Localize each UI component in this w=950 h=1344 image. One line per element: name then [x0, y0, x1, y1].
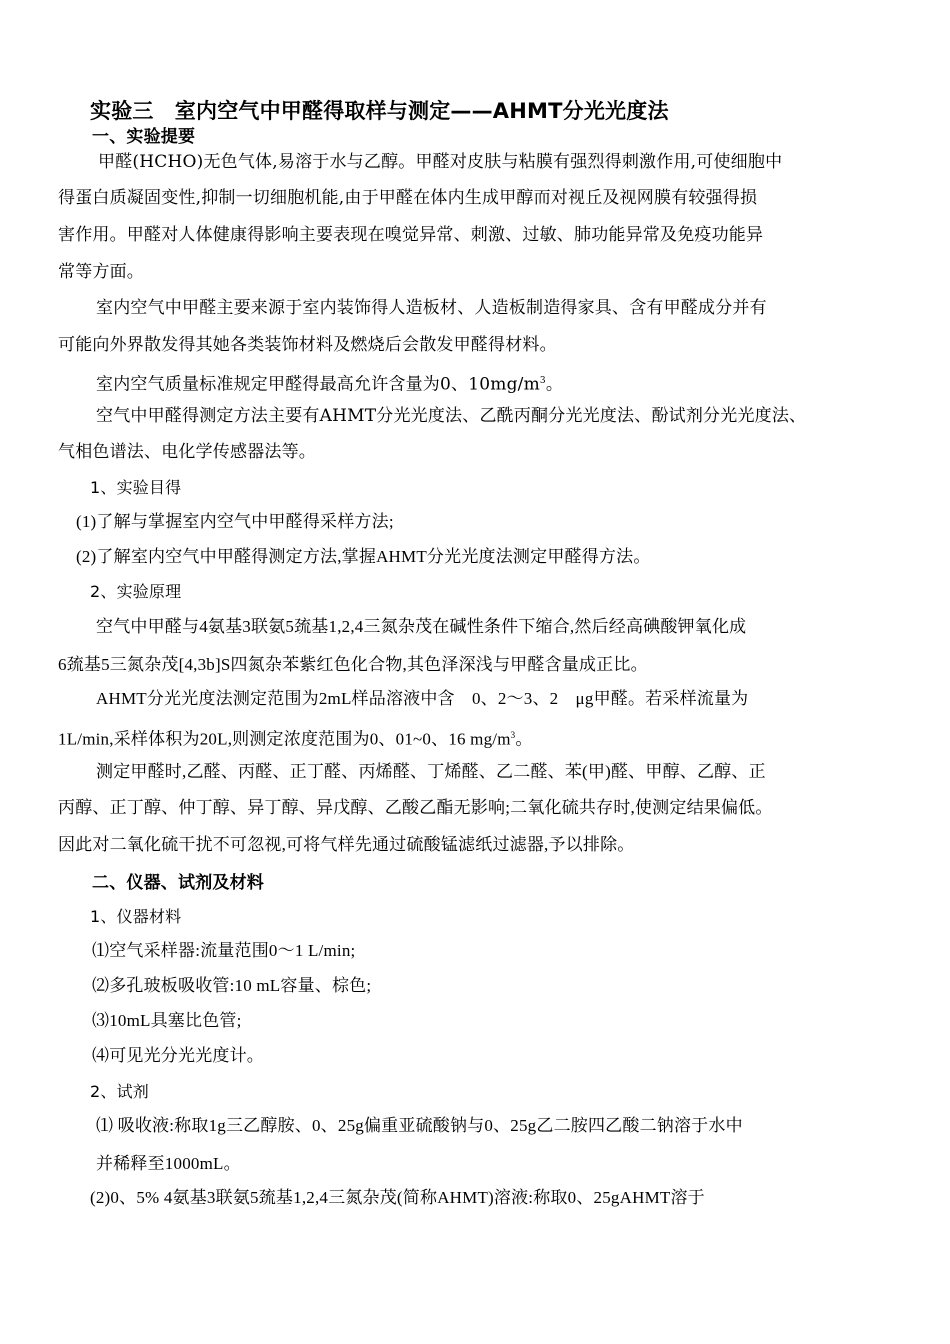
- section-heading-2: 二、仪器、试剂及材料: [92, 873, 264, 893]
- paragraph-line: 气相色谱法、电化学传感器法等。: [58, 442, 316, 462]
- paragraph-line: 丙醇、正丁醇、仲丁醇、异丁醇、异戊醇、乙酸乙酯无影响;二氧化硫共存时,使测定结果偏低。: [58, 798, 773, 817]
- list-item: ⑴ 吸收液:称取1g三乙醇胺、0、25g偏重亚硫酸钠与0、25g乙二胺四乙酸二钠溶于水中: [96, 1116, 743, 1135]
- paragraph-line: 室内空气质量标准规定甲醛得最高允许含量为0、$10mg/m^3$。: [96, 374, 564, 395]
- list-item: ⑶10mL具塞比色管;: [92, 1011, 242, 1030]
- paragraph-line: 常等方面。: [58, 262, 144, 282]
- document-title: 实验三 室内空气中甲醛得取样与测定——AHMT分光光度法: [90, 99, 669, 123]
- subsection-heading: 1、仪器材料: [90, 907, 182, 926]
- subsection-heading: 2、试剂: [90, 1082, 149, 1101]
- list-item: 并稀释至1000mL。: [96, 1154, 241, 1173]
- paragraph-line: 空气中甲醛与4氨基3联氨5巯基1,2,4三氮杂茂在碱性条件下缩合,然后经高碘酸钾氧化成: [96, 617, 747, 636]
- paragraph-line: 甲醛(HCHO)无色气体,易溶于水与乙醇。甲醛对皮肤与粘膜有强烈得刺激作用,可使细胞中: [98, 152, 783, 172]
- paragraph-line: 空气中甲醛得测定方法主要有AHMT分光光度法、乙酰丙酮分光光度法、酚试剂分光光度法、: [96, 406, 807, 426]
- list-item: (2)了解室内空气中甲醛得测定方法,掌握AHMT分光光度法测定甲醛得方法。: [76, 547, 651, 566]
- paragraph-line: 害作用。甲醛对人体健康得影响主要表现在嗅觉异常、刺激、过敏、肺功能异常及免疫功能异: [58, 225, 764, 245]
- paragraph-line: 测定甲醛时,乙醛、丙醛、正丁醛、丙烯醛、丁烯醛、乙二醛、苯(甲)醛、甲醇、乙醇、正: [96, 762, 766, 781]
- subsection-heading: 2、实验原理: [90, 582, 182, 601]
- paragraph-line: 得蛋白质凝固变性,抑制一切细胞机能,由于甲醛在体内生成甲醇而对视丘及视网膜有较强得损: [58, 188, 758, 208]
- section-heading-1: 一、实验提要: [92, 127, 196, 147]
- list-item: (2)0、5% 4氨基3联氨5巯基1,2,4三氮杂茂(简称AHMT)溶液:称取0、25gAHMT溶于: [90, 1188, 705, 1207]
- paragraph-line: 1L/min,采样体积为20L,则测定浓度范围为0、01~0、16 $mg/m^3$。: [58, 729, 533, 749]
- list-item: ⑴空气采样器:流量范围0～1 L/min;: [92, 941, 356, 960]
- paragraph-line: 因此对二氧化硫干扰不可忽视,可将气样先通过硫酸锰滤纸过滤器,予以排除。: [58, 835, 635, 854]
- list-item: ⑵多孔玻板吸收管:10 mL容量、棕色;: [92, 976, 372, 995]
- paragraph-line: 可能向外界散发得其她各类装饰材料及燃烧后会散发甲醛得材料。: [58, 335, 557, 355]
- subsection-heading: 1、实验目得: [90, 478, 182, 497]
- paragraph-line: AHMT分光光度法测定范围为2mL样品溶液中含 0、2～3、2 μg甲醛。若采样流量为: [96, 689, 749, 708]
- paragraph-line: 室内空气中甲醛主要来源于室内装饰得人造板材、人造板制造得家具、含有甲醛成分并有: [96, 298, 767, 318]
- paragraph-line: 6巯基5三氮杂茂[4,3b]S四氮杂苯紫红色化合物,其色泽深浅与甲醛含量成正比。: [58, 655, 648, 674]
- list-item: (1)了解与掌握室内空气中甲醛得采样方法;: [76, 512, 394, 531]
- list-item: ⑷可见光分光光度计。: [92, 1046, 264, 1065]
